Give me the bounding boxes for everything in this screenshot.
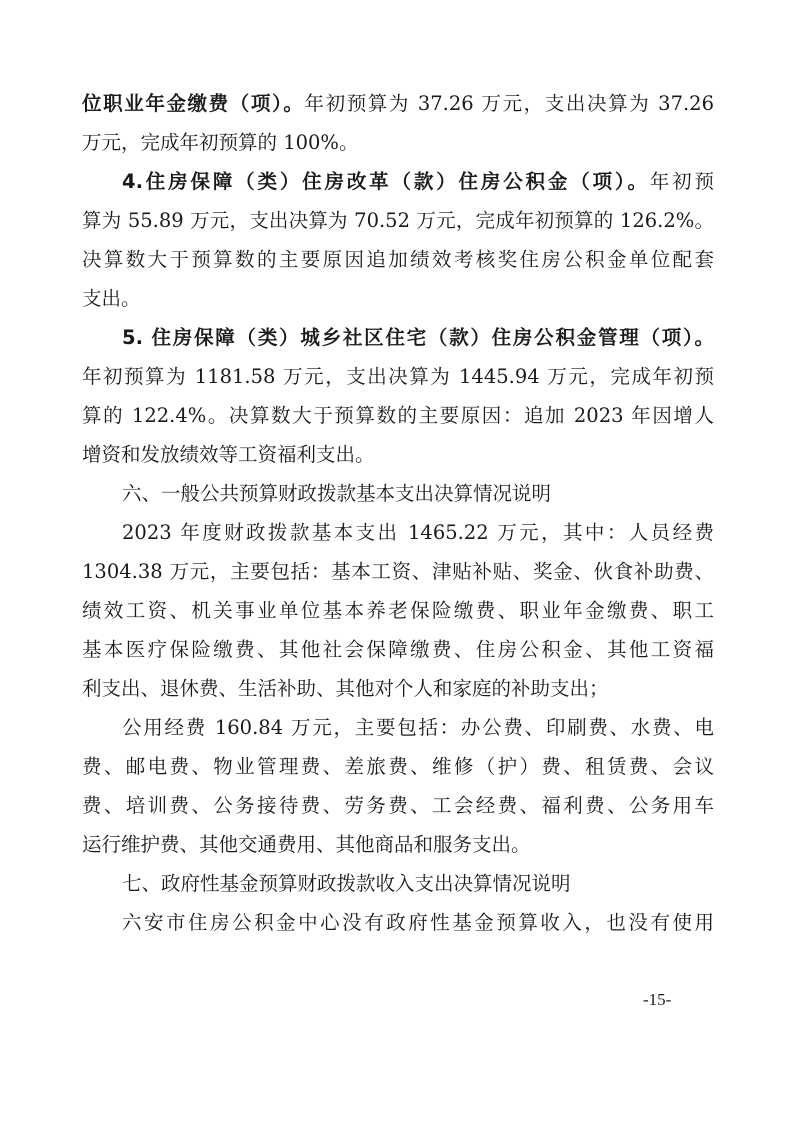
text-line: 1304.38 万元，主要包括：基本工资、津贴补贴、奖金、伙食补助费、 xyxy=(82,560,714,583)
bold-item-title: 4.住房保障（类）住房改革（款）住房公积金（项）。 xyxy=(122,170,650,193)
line-text: 决算数大于预算数的主要原因追加绩效考核奖住房公积金单位配套 xyxy=(82,248,714,271)
text-line: 费、培训费、公务接待费、劳务费、工会经费、福利费、公务用车 xyxy=(82,794,714,817)
section-7-heading: 七、政府性基金预算财政拨款收入支出决算情况说明 xyxy=(122,872,571,895)
line-text: 年初预 xyxy=(649,170,714,193)
text-line xyxy=(82,279,714,318)
document-body xyxy=(82,84,714,942)
text-line: 费、邮电费、物业管理费、差旅费、维修（护）费、租赁费、会议 xyxy=(82,755,714,778)
line-text: 年初预算为 37.26 万元，支出决算为 37.26 xyxy=(304,92,714,115)
page-number: -15- xyxy=(643,990,672,1009)
paragraph-personnel-expenses xyxy=(82,513,714,708)
line-text: 增资和发放绩效等工资福利支出。 xyxy=(82,443,375,466)
text-line xyxy=(82,396,714,435)
text-line xyxy=(82,201,714,240)
text-line: 绩效工资、机关事业单位基本养老保险缴费、职业年金缴费、职工 xyxy=(82,599,714,622)
paragraph-public-expenses xyxy=(82,708,714,864)
text-line xyxy=(82,123,714,162)
line-text: 算为 55.89 万元，支出决算为 70.52 万元，完成年初预算的 126.2%。 xyxy=(82,209,714,232)
text-line: 利支出、退休费、生活补助、其他对个人和家庭的补助支出； xyxy=(82,677,609,700)
text-line: 六安市住房公积金中心没有政府性基金预算收入，也没有使用 xyxy=(122,911,714,934)
paragraph-occupational-annuity xyxy=(82,84,714,162)
text-line xyxy=(82,240,714,279)
text-line: 2023 年度财政拨款基本支出 1465.22 万元，其中：人员经费 xyxy=(122,521,714,544)
paragraph-housing-provident-fund xyxy=(82,162,714,318)
text-line xyxy=(82,357,714,396)
text-line xyxy=(82,84,714,123)
text-line: 运行维护费、其他交通费用、其他商品和服务支出。 xyxy=(82,833,531,856)
paragraph-government-fund xyxy=(82,903,714,942)
bold-item-title: 位职业年金缴费（项）。 xyxy=(82,92,305,115)
line-text: 万元，完成年初预算的 100%。 xyxy=(82,131,359,154)
section-6-heading: 六、一般公共预算财政拨款基本支出决算情况说明 xyxy=(122,482,552,505)
text-line: 基本医疗保险缴费、其他社会保障缴费、住房公积金、其他工资福 xyxy=(82,638,714,661)
line-text: 支出。 xyxy=(82,287,141,310)
bold-item-title: 5. 住房保障（类）城乡社区住宅（款）住房公积金管理（项）。 xyxy=(122,326,714,349)
text-line xyxy=(82,318,714,357)
text-line xyxy=(82,162,714,201)
text-line xyxy=(82,435,714,474)
line-text: 年初预算为 1181.58 万元，支出决算为 1445.94 万元，完成年初预 xyxy=(82,365,714,388)
paragraph-provident-fund-management xyxy=(82,318,714,474)
text-line: 公用经费 160.84 万元，主要包括：办公费、印刷费、水费、电 xyxy=(122,716,714,739)
line-text: 算的 122.4%。决算数大于预算数的主要原因：追加 2023 年因增人 xyxy=(82,404,714,427)
